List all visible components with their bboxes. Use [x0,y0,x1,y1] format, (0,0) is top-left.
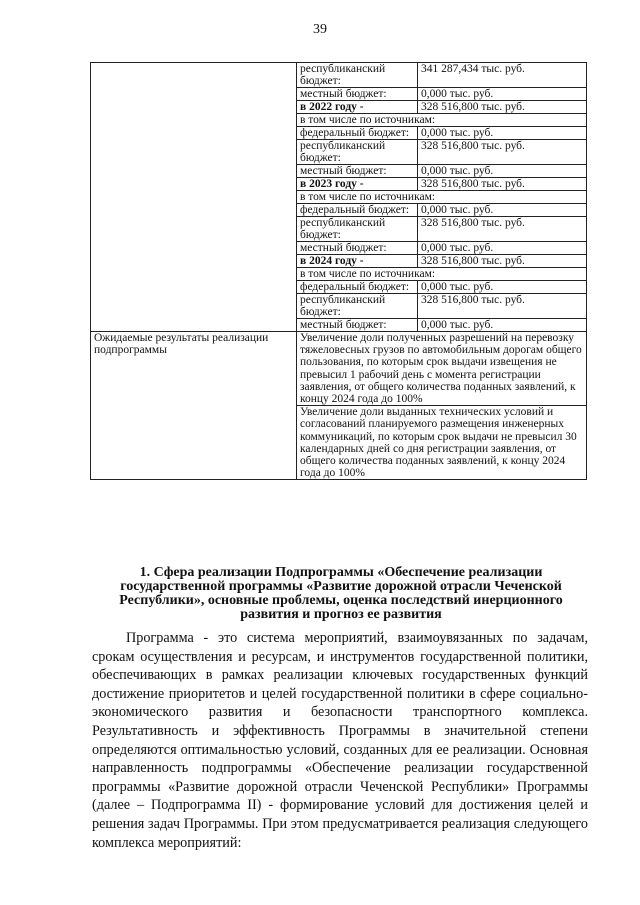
budget-value: 328 516,800 тыс. руб. [418,217,587,242]
budget-label: федеральный бюджет: [297,204,418,217]
funding-table [90,62,587,480]
budget-value: 0,000 тыс. руб. [418,319,587,332]
budget-value: 0,000 тыс. руб. [418,127,587,140]
budget-label: республиканский бюджет: [297,63,418,88]
funding-row [91,63,587,88]
results-label: Ожидаемые результаты реализации подпрограммы [91,332,297,480]
budget-value: 0,000 тыс. руб. [418,242,587,255]
budget-label: федеральный бюджет: [297,127,418,140]
budget-label: республиканский бюджет: [297,217,418,242]
budget-label: местный бюджет: [297,319,418,332]
budget-value: 0,000 тыс. руб. [418,204,587,217]
source-header: в том числе по источникам: [297,114,587,127]
source-header: в том числе по источникам: [297,268,587,281]
results-row [91,332,587,406]
budget-value: 328 516,800 тыс. руб. [418,294,587,319]
budget-value: 0,000 тыс. руб. [418,165,587,178]
funding-label-cell [91,63,297,332]
expected-result-text: Увеличение доли выданных технических условий и согласований планируемого размещения инженерных коммуникаций, по которым срок выдачи не превысил 30 календарных дней со дня регистрации заявления, от общего количества поданных заявлений, к концу 2024 года до 100% [297,406,587,480]
expected-result-text: Увеличение доли полученных разрешений на перевозку тяжеловесных грузов по автомобильным дорогам общего пользования, по которым срок выдачи извещения не превысил 1 рабочий день с момента регистрации заявления, от общего количества поданных заявлений, к концу 2024 года до 100% [297,332,587,406]
year-label: в 2022 году - [297,101,418,114]
body-paragraph: Программа - это система мероприятий, взаимоувязанных по задачам, срокам осуществления и ресурсам, и инструментов государственной политики, обеспечивающих в рамках реализации ключевых государственных функций достижение приоритетов и целей государственной политики в сфере социально-экономического развития и безопасности транспортного комплекса. Результативность и эффективность Программы в значительной степени определяются оптимальностью условий, созданных для ее реализации. Основная направленность подпрограммы «Обеспечение реализации государственной программы «Развитие дорожной отрасли Чеченской Республики» Программы (далее – Подпрограмма II) - формирование условий для достижения целей и решения задач Программы. При этом предусматривается реализация следующего комплекса мероприятий: [92,630,588,851]
budget-label: местный бюджет: [297,242,418,255]
year-label: в 2024 году - [297,255,418,268]
budget-value: 341 287,434 тыс. руб. [418,63,587,88]
source-header: в том числе по источникам: [297,191,587,204]
budget-label: местный бюджет: [297,88,418,101]
budget-value: 328 516,800 тыс. руб. [418,140,587,165]
year-total-value: 328 516,800 тыс. руб. [418,101,587,114]
year-total-value: 328 516,800 тыс. руб. [418,255,587,268]
budget-label: местный бюджет: [297,165,418,178]
year-label: в 2023 году - [297,178,418,191]
budget-label: республиканский бюджет: [297,140,418,165]
budget-value: 0,000 тыс. руб. [418,88,587,101]
budget-value: 0,000 тыс. руб. [418,281,587,294]
year-total-value: 328 516,800 тыс. руб. [418,178,587,191]
budget-label: федеральный бюджет: [297,281,418,294]
section-title: 1. Сфера реализации Подпрограммы «Обеспечение реализации государственной программы «Развитие дорожной отрасли Чеченской Республики», основные проблемы, оценка последствий инерционного развития и прогноз ее развития [119,565,563,622]
budget-label: республиканский бюджет: [297,294,418,319]
page-number: 39 [313,22,327,37]
